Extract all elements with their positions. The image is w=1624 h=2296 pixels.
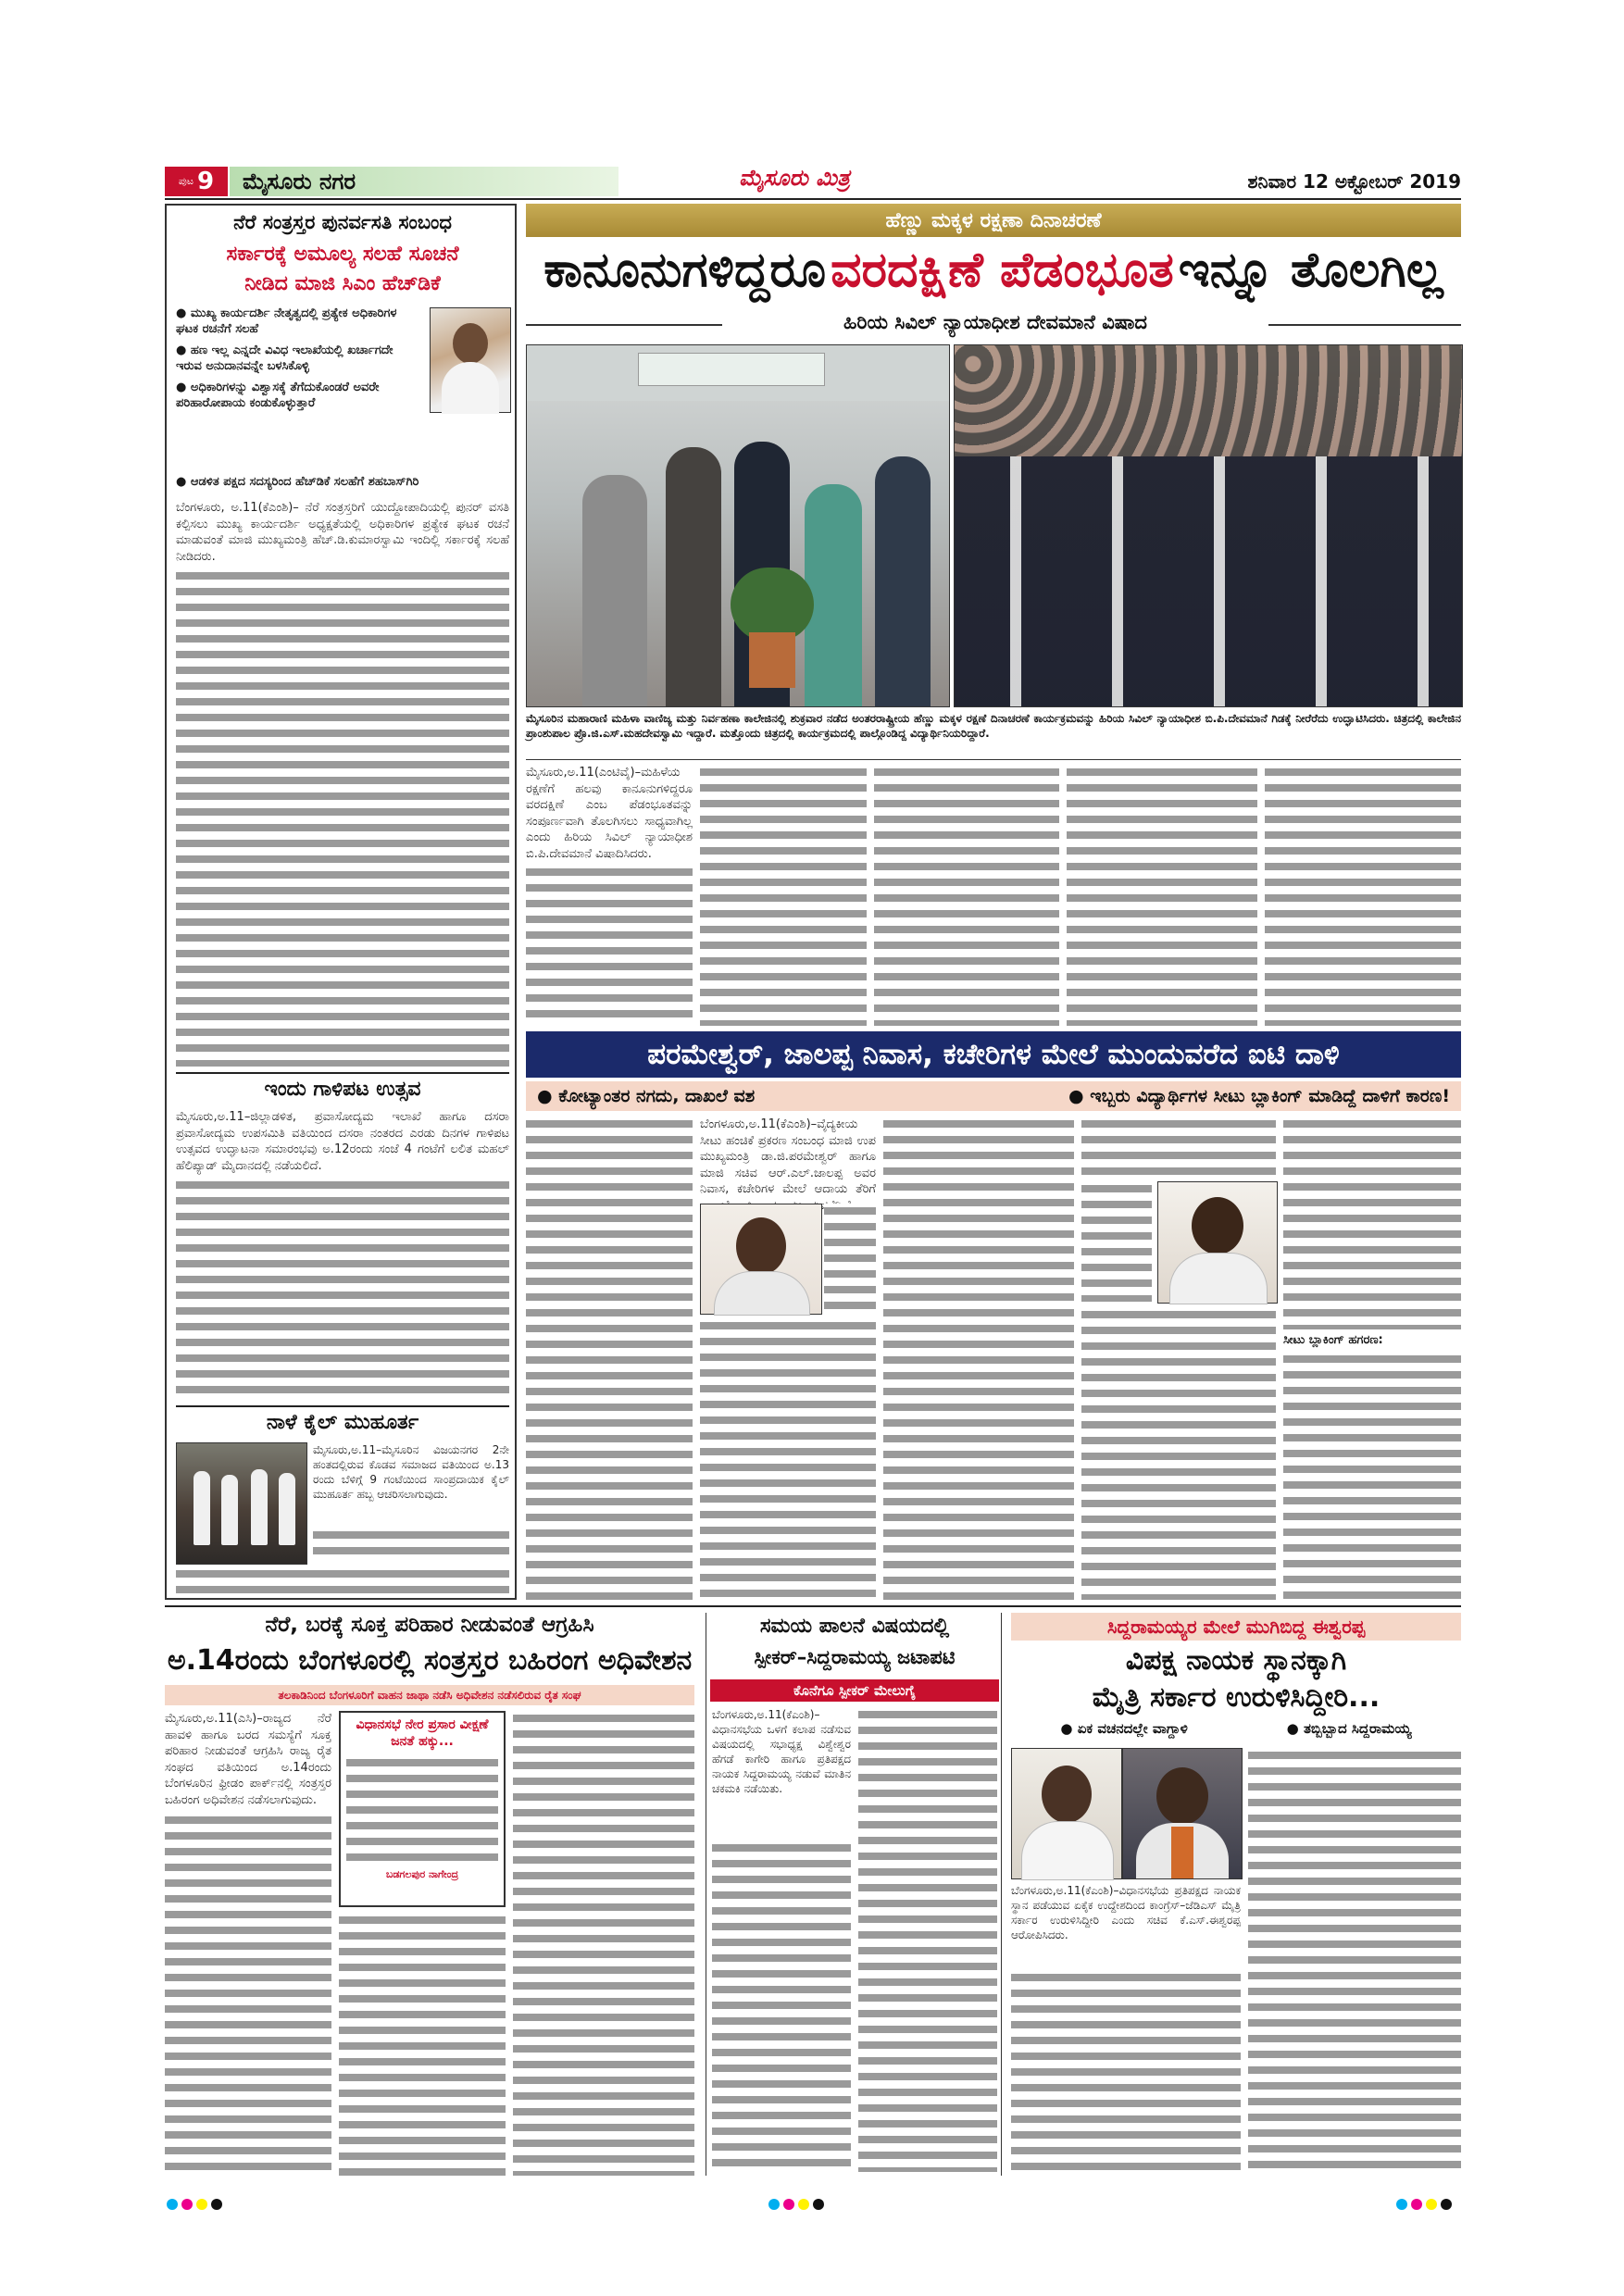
main-headline-part1: ಕಾನೂನುಗಳಿದ್ದರೂ xyxy=(543,243,827,298)
registration-marks-center xyxy=(768,2196,828,2214)
it-raid-col4a xyxy=(1081,1117,1276,1178)
divider xyxy=(176,1072,509,1074)
speaker-headline: ಸ್ಪೀಕರ್–ಸಿದ್ದರಾಮಯ್ಯ ಜಟಾಪಟಿ xyxy=(754,1646,956,1668)
it-raid-col2b xyxy=(700,1318,876,1600)
bullet-item: ● ಮುಖ್ಯ ಕಾರ್ಯದರ್ಶಿ ನೇತೃತ್ವದಲ್ಲಿ ಪ್ರತ್ಯೇಕ ಅಧಿಕಾರಿಗಳ ಘಟಕ ರಚನೆಗೆ ಸಲಹೆ xyxy=(176,306,397,336)
boxed-body xyxy=(346,1755,498,1866)
main-headline-part2: ವರದಕ್ಷಿಣೆ ಪೆಡಂಭೂತ xyxy=(831,243,1174,298)
kites-body-lead: ಮೈಸೂರು,ಅ.11–ಜಿಲ್ಲಾಡಳಿತ, ಪ್ರವಾಸೋದ್ಯಮ ಇಲಾಖೆ ಹಾಗೂ ದಸರಾ ಪ್ರವಾಸೋದ್ಯಮ ಉಪಸಮಿತಿ ವತಿಯಿಂದ ದಸರಾ ನಂತರದ ಎರಡು ದಿನಗಳ ಗಾಳಿಪಟ ಉತ್ಸವದ ಉದ್ಘಾಟನಾ ಸಮಾರಂಭವು ಅ.12ರಂದು ಸಂಜೆ 4 ಗಂಟೆಗೆ ಲಲಿತ ಮಹಲ್ ಹೆಲಿಪ್ಯಾಡ್ ಮೈದಾನದಲ್ಲಿ ನಡೆಯಲಿದೆ. xyxy=(176,1110,509,1173)
speaker-col1 xyxy=(712,1841,851,2172)
main-story-col5 xyxy=(1265,765,1461,1026)
main-story-col2 xyxy=(700,765,867,1026)
bullet-item: ● ಅಧಿಕಾರಿಗಳನ್ನು ವಿಶ್ವಾಸಕ್ಕೆ ತೆಗೆದುಕೊಂಡರೆ ಅವರೇ ಪರಿಹಾರೋಪಾಯ ಕಂಡುಕೊಳ್ಳುತ್ತಾರೆ xyxy=(176,381,380,410)
eshwarappa-headline-2: ಮೈತ್ರಿ ಸರ್ಕಾರ ಉರುಳಿಸಿದ್ದೀರಿ... xyxy=(1092,1681,1380,1714)
registration-dot-magenta xyxy=(783,2199,794,2210)
kites-body-text xyxy=(176,1178,509,1400)
eshwarappa-bullets xyxy=(1011,1720,1461,1742)
issue-date: ಶನಿವಾರ 12 ಅಕ್ಟೋಬರ್ 2019 xyxy=(1247,170,1461,193)
muhurtha-body-text xyxy=(313,1528,509,1563)
muhurtha-body-lead: ಮೈಸೂರು,ಅ.11–ಮೈಸೂರಿನ ವಿಜಯನಗರ 2ನೇ ಹಂತದಲ್ಲಿರುವ ಕೊಡವ ಸಮಾಜದ ವತಿಯಿಂದ ಅ.13 ರಂದು ಬೆಳಿಗ್ಗೆ 9 ಗಂಟೆಯಿಂದ ಸಾಂಪ್ರದಾಯಿಕ ಕೈಲ್ ಮುಹೂರ್ತ ಹಬ್ಬ ಆಚರಿಸಲಾಗುವುದು. xyxy=(313,1443,509,1501)
masthead xyxy=(165,167,1461,196)
main-story-col3 xyxy=(874,765,1059,1026)
flood-subhead-band xyxy=(165,1685,694,1705)
kites-headline: ಇಂದು ಗಾಳಿಪಟ ಉತ್ಸವ xyxy=(264,1078,421,1101)
parameshwar-photo xyxy=(700,1204,822,1315)
it-raid-col1 xyxy=(526,1117,693,1600)
divider xyxy=(176,1405,509,1407)
page-label: ಪುಟ xyxy=(178,175,194,187)
left-story-bullets xyxy=(176,306,418,417)
main-caption-rule xyxy=(526,759,1461,760)
left-story-headline-1: ಸರ್ಕಾರಕ್ಕೆ ಅಮೂಲ್ಯ ಸಲಹೆ ಸೂಚನೆ xyxy=(226,243,459,266)
main-subhead-text: ಹಿರಿಯ ಸಿವಿಲ್ ನ್ಯಾಯಾಧೀಶ ದೇವಮಾನೆ ವಿಷಾದ xyxy=(843,311,1147,333)
page-number: 9 xyxy=(197,168,215,195)
eshwarappa-lead: ಬೆಂಗಳೂರು,ಅ.11(ಕೆಎಂಶಿ)–ವಿಧಾನಸಭೆಯ ಪ್ರತಿಪಕ್ಷದ ನಾಯಕ ಸ್ಥಾನ ಪಡೆಯುವ ಏಕೈಕ ಉದ್ದೇಶದಿಂದ ಕಾಂಗ್ರೆಸ್–ಜೆಡಿಎಸ್ ಮೈತ್ರಿ ಸರ್ಕಾರ ಉರುಳಿಸಿದ್ದೀರಿ ಎಂದು ಸಚಿವ ಕೆ.ಎಸ್.ಈಶ್ವರಪ್ಪ ಆರೋಪಿಸಿದರು. xyxy=(1011,1884,1241,1941)
main-headline xyxy=(526,243,1461,307)
it-raid-col4b xyxy=(1081,1181,1152,1302)
siddaramaiah-photo xyxy=(1011,1748,1122,1879)
flood-kicker: ನೆರೆ, ಬರಕ್ಕೆ ಸೂಕ್ತ ಪರಿಹಾರ ನೀಡುವಂತೆ ಆಗ್ರಹಿಸಿ xyxy=(265,1613,594,1637)
registration-dot-black xyxy=(211,2199,222,2210)
eshwarappa-photo xyxy=(1122,1748,1243,1879)
boxed-byline: ಬಡಗಲಪುರ ನಾಗೇಂದ್ರ xyxy=(385,1868,459,1880)
speaker-col2 xyxy=(858,1707,997,2172)
eshwarappa-kicker-band xyxy=(1011,1613,1461,1641)
registration-dot-magenta xyxy=(181,2199,193,2210)
eshwarappa-bullet: ● ತಬ್ಬಿಬ್ಬಾದ ಸಿದ್ದರಾಮಯ್ಯ xyxy=(1286,1720,1412,1737)
it-raid-bullet: ● ಕೋಟ್ಯಾಂತರ ನಗದು, ದಾಖಲೆ ವಶ xyxy=(537,1086,756,1106)
kodava-dance-photo xyxy=(176,1442,307,1565)
it-raid-col2a xyxy=(824,1204,876,1313)
speaker-kicker: ಸಮಯ ಪಾಲನೆ ವಿಷಯದಲ್ಲಿ xyxy=(759,1615,950,1638)
flood-headline: ಅ.14ರಂದು ಬೆಂಗಳೂರಲ್ಲಿ ಸಂತ್ರಸ್ತರ ಬಹಿರಂಗ ಅಧಿವೇಶನ xyxy=(167,1644,693,1677)
speaker-lead: ಬೆಂಗಳೂರು,ಅ.11(ಕೆಎಂಶಿ)–ವಿಧಾನಸಭೆಯ ಒಳಗೆ ಕಲಾಪ ನಡೆಸುವ ವಿಷಯದಲ್ಲಿ ಸಭಾಧ್ಯಕ್ಷ ವಿಶ್ವೇಶ್ವರ ಹೆಗಡೆ ಕಾಗೇರಿ ಹಾಗೂ ಪ್ರತಿಪಕ್ಷದ ನಾಯಕ ಸಿದ್ದರಾಮಯ್ಯ ನಡುವೆ ಮಾತಿನ ಚಕಮಕಿ ನಡೆಯಿತು. xyxy=(712,1708,851,1795)
registration-dot-yellow xyxy=(798,2199,809,2210)
main-photo-plant-ceremony xyxy=(526,344,950,707)
registration-dot-yellow xyxy=(1426,2199,1437,2210)
main-photo-caption: ಮೈಸೂರಿನ ಮಹಾರಾಣಿ ಮಹಿಳಾ ವಾಣಿಜ್ಯ ಮತ್ತು ನಿರ್ವಹಣಾ ಕಾಲೇಜಿನಲ್ಲಿ ಶುಕ್ರವಾರ ನಡೆದ ಅಂತರರಾಷ್ಟ್ರೀಯ ಹೆಣ್ಣು ಮಕ್ಕಳ ರಕ್ಷಣೆ ದಿನಾಚರಣೆ ಕಾರ್ಯಕ್ರಮವನ್ನು ಹಿರಿಯ ಸಿವಿಲ್ ನ್ಯಾಯಾಧೀಶ ಬಿ.ಪಿ.ದೇವಮಾನೆ ಗಿಡಕ್ಕೆ ನೀರೆರೆದು ಉದ್ಘಾಟಿಸಿದರು. ಚಿತ್ರದಲ್ಲಿ ಕಾಲೇಜಿನ ಪ್ರಾಂಶುಪಾಲ ಪ್ರೊ.ಜಿ.ಎಸ್.ಮಹದೇವಸ್ವಾಮಿ ಇದ್ದಾರೆ. ಮತ್ತೊಂದು ಚಿತ್ರದಲ್ಲಿ ಕಾರ್ಯಕ್ರಮದಲ್ಲಿ ಪಾಲ್ಗೊಂಡಿದ್ದ ವಿದ್ಯಾರ್ಥಿನಿಯರಿದ್ದಾರೆ. xyxy=(526,712,1461,740)
eshwarappa-col-left xyxy=(1011,1970,1241,2176)
main-story-col4 xyxy=(1067,765,1257,1026)
muhurtha-headline: ನಾಳೆ ಕೈಲ್ ಮುಹೂರ್ತ xyxy=(266,1411,419,1434)
registration-dot-yellow xyxy=(196,2199,207,2210)
main-story-lead: ಮೈಸೂರು,ಅ.11(ಎಂಟಿವೈ)–ಮಹಿಳೆಯ ರಕ್ಷಣೆಗೆ ಹಲವು ಕಾನೂನುಗಳಿದ್ದರೂ ವರದಕ್ಷಿಣೆ ಎಂಬ ಪೆಡಂಭೂತವನ್ನು ಸಂಪೂರ್ಣವಾಗಿ ತೊಲಗಿಸಲು ಸಾಧ್ಯವಾಗಿಲ್ಲ ಎಂದು ಹಿರಿಯ ಸಿವಿಲ್ ನ್ಯಾಯಾಧೀಶ ಬಿ.ಪಿ.ದೇವಮಾನೆ ವಿಷಾದಿಸಿದರು. xyxy=(526,766,693,861)
speaker-story-box xyxy=(706,1613,1002,2176)
registration-dot-cyan xyxy=(167,2199,178,2210)
main-kicker-banner xyxy=(526,204,1461,237)
flood-col3 xyxy=(513,1711,694,2176)
left-story-box xyxy=(165,204,517,1600)
main-photo-students xyxy=(954,344,1463,707)
left-story-body-text xyxy=(176,568,509,1067)
eshwarappa-headline-1: ವಿಪಕ್ಷ ನಾಯಕ ಸ್ಥಾನಕ್ಕಾಗಿ xyxy=(1125,1644,1347,1677)
paper-logo-text: ಮೈಸೂರು ಮಿತ್ರ xyxy=(739,165,850,191)
bullet-item: ● ಹಣ ಇಲ್ಲ ಎನ್ನದೇ ವಿವಿಧ ಇಲಾಖೆಯಲ್ಲಿ ಖರ್ಚಾಗದೇ ಇರುವ ಅನುದಾನವನ್ನೇ ಬಳಸಿಕೊಳ್ಳಿ xyxy=(176,343,394,373)
it-raid-inline-subhead: ಸೀಟು ಬ್ಲಾಕಿಂಗ್ ಹಗರಣ: xyxy=(1283,1333,1383,1347)
speaker-banner xyxy=(710,1679,999,1702)
left-story-body-lead: ಬೆಂಗಳೂರು, ಅ.11(ಕೆಎಂಶಿ)– ನೆರೆ ಸಂತ್ರಸ್ತರಿಗೆ ಯುದ್ದೋಪಾದಿಯಲ್ಲಿ ಪುನರ್ ವಸತಿ ಕಲ್ಪಿಸಲು ಮುಖ್ಯ ಕಾರ್ಯದರ್ಶಿ ಅಧ್ಯಕ್ಷತೆಯಲ್ಲಿ ಅಧಿಕಾರಿಗಳ ಪ್ರತ್ಯೇಕ ಘಟಕ ರಚನೆ ಮಾಡುವಂತೆ ಮಾಜಿ ಮುಖ್ಯಮಂತ್ರಿ ಹೆಚ್.ಡಿ.ಕುಮಾರಸ್ವಾಮಿ ಇಂದಿಲ್ಲಿ ಸರ್ಕಾರಕ್ಕೆ ಸಲಹೆ ನೀಡಿದರು. xyxy=(176,501,509,564)
it-raid-bullets xyxy=(526,1081,1461,1111)
eshwarappa-bullet: ● ಏಕ ವಚನದಲ್ಲೇ ವಾಗ್ದಾಳಿ xyxy=(1060,1720,1188,1737)
page-number-badge xyxy=(165,167,228,196)
flood-col2 xyxy=(339,1913,506,2176)
registration-dot-cyan xyxy=(768,2199,780,2210)
muhurtha-body-text-2 xyxy=(176,1566,509,1594)
section-title-band xyxy=(230,167,618,196)
jalappa-photo xyxy=(1157,1181,1278,1304)
main-story-col1 xyxy=(526,865,693,1026)
it-raid-bullet: ● ಇಬ್ಬರು ವಿದ್ಯಾರ್ಥಿಗಳ ಸೀಟು ಬ್ಲಾಕಿಂಗ್ ಮಾಡಿದ್ದೆ ದಾಳಿಗೆ ಕಾರಣ! xyxy=(1068,1086,1450,1106)
registration-dot-black xyxy=(1441,2199,1452,2210)
it-raid-headline-banner xyxy=(526,1031,1461,1078)
main-headline-part3: ಇನ್ನೂ ತೊಲಗಿಲ್ಲ xyxy=(1178,243,1443,298)
flood-lead: ಮೈಸೂರು,ಅ.11(ಎಸಿ)–ರಾಜ್ಯದ ನೆರೆ ಹಾವಳಿ ಹಾಗೂ ಬರದ ಸಮಸ್ಯೆಗೆ ಸೂಕ್ತ ಪರಿಹಾರ ನೀಡುವಂತೆ ಆಗ್ರಹಿಸಿ ರಾಜ್ಯ ರೈತ ಸಂಘದ ವತಿಯಿಂದ ಅ.14ರಂದು ಬೆಂಗಳೂರಿನ ಫ್ರೀಡಂ ಪಾರ್ಕ್‌ನಲ್ಲಿ ಸಂತ್ರಸ್ತರ ಬಹಿರಂಗ ಅಧಿವೇಶನ ನಡೆಸಲಾಗುವುದು. xyxy=(165,1712,331,1807)
flood-col1 xyxy=(165,1813,331,2176)
speaker-banner-text: ಕೊನೆಗೂ ಸ್ಪೀಕರ್ ಮೇಲುಗೈ xyxy=(793,1682,916,1699)
registration-dot-cyan xyxy=(1396,2199,1407,2210)
flood-subhead: ತಲಕಾಡಿನಿಂದ ಬೆಂಗಳೂರಿಗೆ ವಾಹನ ಜಾಥಾ ನಡೆಸಿ ಅಧಿವೇಶನ ನಡೆಸಲಿರುವ ರೈತ ಸಂಘ xyxy=(278,1689,581,1702)
section-title: ಮೈಸೂರು ನಗರ xyxy=(243,168,356,194)
registration-dot-black xyxy=(813,2199,824,2210)
it-raid-headline: ಪರಮೇಶ್ವರ್, ಜಾಲಪ್ಪ ನಿವಾಸ, ಕಚೇರಿಗಳ ಮೇಲೆ ಮುಂದುವರೆದ ಐಟಿ ದಾಳಿ xyxy=(647,1037,1340,1071)
boxed-headline: ವಿಧಾನಸಭೆ ನೇರ ಪ್ರಸಾರ ವೀಕ್ಷಣೆ ಜನತೆ ಹಕ್ಕು... xyxy=(356,1717,489,1749)
registration-dot-magenta xyxy=(1411,2199,1422,2210)
bullet-item-wide: ● ಆಡಳಿತ ಪಕ್ಷದ ಸದಸ್ಯರಿಂದ ಹೆಚ್‌ಡಿಕೆ ಸಲಹೆಗೆ ಶಹಬಾಸ್‌ಗಿರಿ xyxy=(176,475,419,489)
left-story-headline-2: ನೀಡಿದ ಮಾಜಿ ಸಿಎಂ ಹೆಚ್‌ಡಿಕೆ xyxy=(244,272,441,295)
it-raid-col5a xyxy=(1283,1117,1461,1329)
paper-logo xyxy=(683,165,906,196)
left-story-kicker: ನೆರೆ ಸಂತ್ರಸ್ತರ ಪುನರ್ವಸತಿ ಸಂಬಂಧ xyxy=(233,211,452,233)
it-raid-lead: ಬೆಂಗಳೂರು,ಅ.11(ಕೆಎಂಶಿ)–ವೈದ್ಯಕೀಯ ಸೀಟು ಹಂಚಿಕೆ ಪ್ರಕರಣ ಸಂಬಂಧ ಮಾಜಿ ಉಪ ಮುಖ್ಯಮಂತ್ರಿ ಡಾ.ಜಿ.ಪರಮೇಶ್ವರ್ ಹಾಗೂ ಮಾಜಿ ಸಚಿವ ಆರ್.ಎಲ್.ಜಾಲಪ್ಪ ಅವರ ನಿವಾಸ, ಕಚೇರಿಗಳ ಮೇಲೆ ಆದಾಯ ತೆರಿಗೆ xyxy=(700,1117,876,1196)
flood-boxed-story xyxy=(339,1711,506,1907)
eshwarappa-kicker: ಸಿದ್ದರಾಮಯ್ಯರ ಮೇಲೆ ಮುಗಿಬಿದ್ದ ಈಶ್ವರಪ್ಪ xyxy=(1106,1616,1366,1638)
main-kicker: ಹೆಣ್ಣು ಮಕ್ಕಳ ರಕ್ಷಣಾ ದಿನಾಚರಣೆ xyxy=(885,208,1102,232)
eshwarappa-col-right-top xyxy=(1248,1748,1461,2176)
masthead-rule xyxy=(165,198,1461,200)
registration-marks-left xyxy=(167,2196,226,2214)
it-raid-col4c xyxy=(1081,1307,1276,1600)
registration-marks-right xyxy=(1396,2196,1455,2214)
it-raid-col5b xyxy=(1283,1352,1461,1600)
lower-section-rule xyxy=(165,1605,1461,1607)
main-subhead xyxy=(722,311,1268,339)
it-raid-col3 xyxy=(883,1117,1074,1600)
kumaraswamy-photo xyxy=(430,307,511,413)
